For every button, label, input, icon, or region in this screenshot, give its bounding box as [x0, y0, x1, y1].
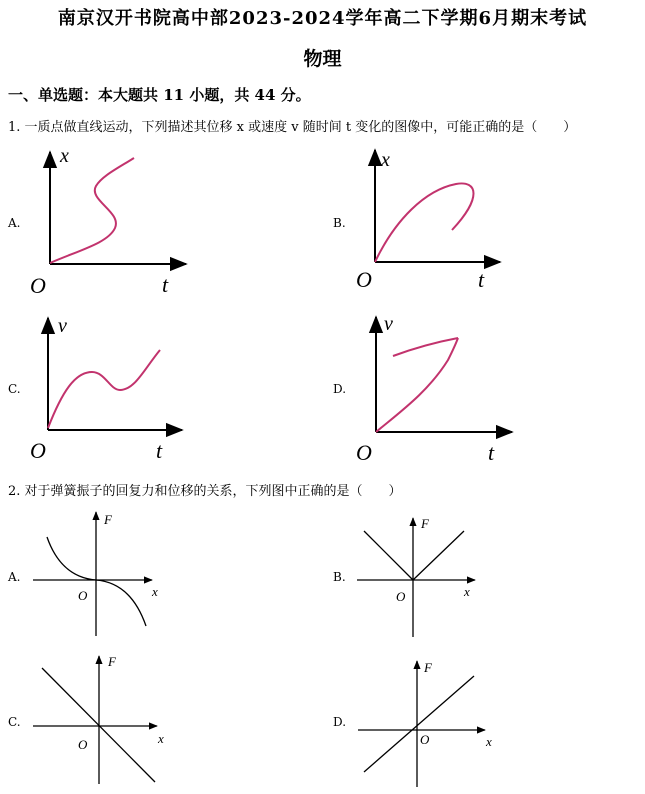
- curve: [50, 158, 134, 263]
- origin-label: O: [356, 440, 372, 465]
- origin-label: O: [30, 273, 46, 298]
- origin-label: O: [30, 438, 46, 463]
- q1-graph-c: [30, 315, 182, 463]
- question-stem: 对于弹簧振子的回复力和位移的关系，下列图中正确的是（ ）: [24, 484, 402, 499]
- x-axis-label: x: [486, 734, 492, 749]
- q2-graphs: [0, 505, 645, 794]
- q1-option-c-label: C.: [8, 382, 21, 396]
- exam-title: 南京汉开书院高中部2023-2024学年高二下学期6月期末考试: [57, 8, 588, 29]
- q2-graph-a: [33, 512, 158, 636]
- q2-option-a-label: A.: [8, 570, 21, 584]
- origin-label: O: [420, 732, 430, 747]
- section-heading: 一、单选题：本大题共 11 小题，共 44 分。: [8, 86, 311, 104]
- x-axis-label: t: [488, 440, 495, 465]
- q2-graph-c: [33, 654, 164, 784]
- x-axis-label: t: [162, 272, 169, 297]
- q1-option-a-label: A.: [8, 216, 21, 230]
- y-axis-label: x: [381, 149, 390, 171]
- question-1: [8, 116, 576, 135]
- q2-option-c-label: C.: [8, 715, 21, 729]
- curve: [375, 183, 474, 262]
- line: [364, 676, 474, 772]
- question-stem: 一质点做直线运动，下列描述其位移 x 或速度 v 随时间 t 变化的图像中，可能正确的是（ ）: [24, 120, 577, 135]
- q1-graph-b: [356, 149, 500, 292]
- question-number: 1.: [8, 120, 21, 135]
- curve: [376, 338, 458, 432]
- line-right: [413, 531, 464, 580]
- x-axis-label: x: [464, 584, 470, 599]
- q1-option-d-label: D.: [333, 382, 347, 396]
- q1-graph-a: [30, 145, 186, 298]
- origin-label: O: [78, 737, 88, 752]
- x-axis-label: x: [152, 584, 158, 599]
- line-left: [364, 531, 413, 580]
- q2-graph-b: [357, 516, 475, 637]
- q2-option-d-label: D.: [333, 715, 347, 729]
- curve: [48, 350, 160, 428]
- question-number: 2.: [8, 484, 21, 499]
- curve-segment: [393, 338, 458, 356]
- question-2: [8, 480, 402, 499]
- origin-label: O: [356, 267, 372, 292]
- y-axis-label: F: [104, 512, 112, 527]
- q1-graph-d: [356, 313, 512, 465]
- q1-graphs: [0, 140, 645, 470]
- y-axis-label: F: [424, 660, 432, 675]
- x-axis-label: t: [478, 267, 485, 292]
- subject-title: 物理: [303, 48, 342, 70]
- y-axis-label: F: [108, 654, 116, 669]
- x-axis-label: x: [158, 731, 164, 746]
- q1-option-b-label: B.: [333, 216, 346, 230]
- q2-option-b-label: B.: [333, 570, 346, 584]
- y-axis-label: F: [421, 516, 429, 531]
- y-axis-label: x: [60, 145, 69, 167]
- x-axis-label: t: [156, 438, 163, 463]
- y-axis-label: v: [58, 315, 67, 337]
- origin-label: O: [396, 589, 406, 604]
- y-axis-label: v: [384, 313, 393, 335]
- q2-graph-d: [358, 660, 492, 787]
- origin-label: O: [78, 588, 88, 603]
